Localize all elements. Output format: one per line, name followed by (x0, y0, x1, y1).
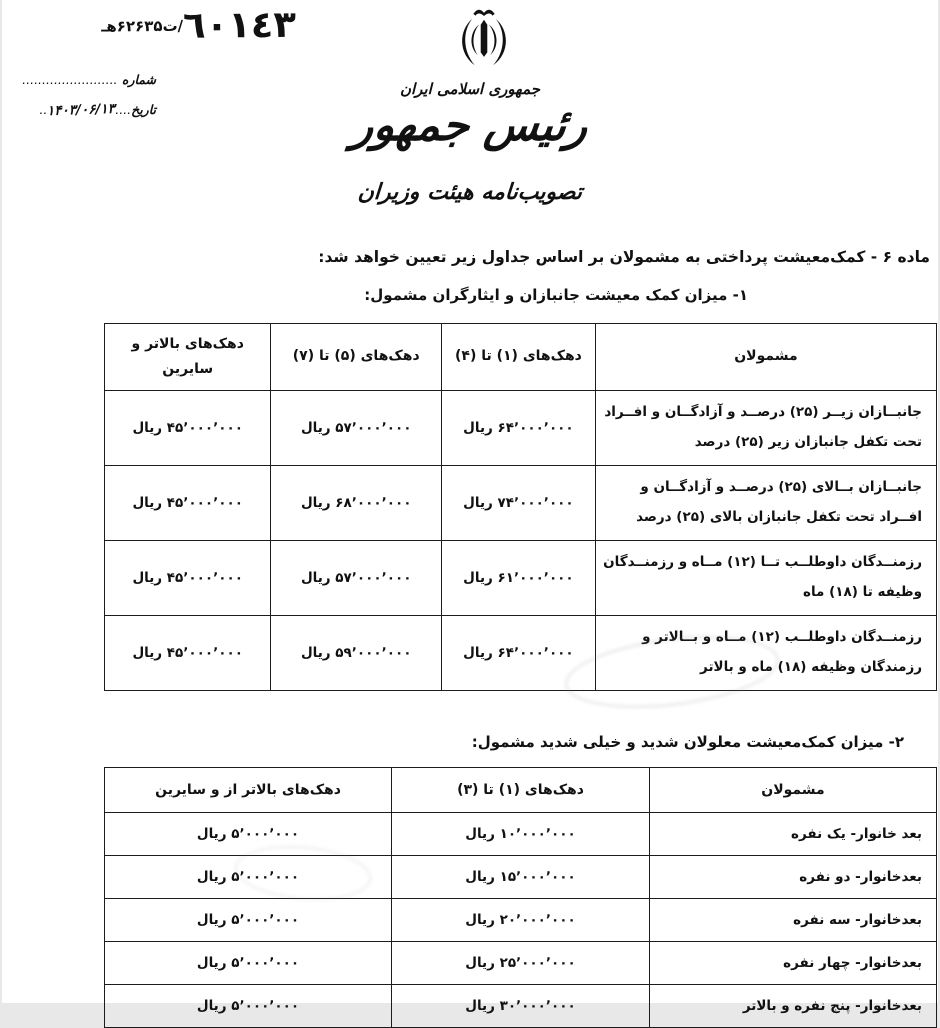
amount-cell: ۵٬۰۰۰٬۰۰۰ ریال (105, 856, 392, 899)
date-value: ۱۴۰۳/۰۶/۱۳ (47, 100, 116, 120)
table-row (105, 615, 937, 690)
amount-cell: ۳۰٬۰۰۰٬۰۰۰ ریال (392, 985, 650, 1028)
col-header-deciles-higher: دهک‌های بالاتر از و سایرین (105, 768, 392, 813)
table-row (105, 813, 937, 856)
amount-cell: ۵٬۰۰۰٬۰۰۰ ریال (105, 942, 392, 985)
number-field-label: شماره (121, 72, 156, 87)
col-header-group: مشمولان (595, 323, 936, 390)
amount-cell: ۵۹٬۰۰۰٬۰۰۰ ریال (271, 615, 442, 690)
amount-cell: ۴۵٬۰۰۰٬۰۰۰ ریال (105, 390, 271, 465)
table-row (105, 899, 937, 942)
table-row (105, 465, 937, 540)
table-row (105, 540, 937, 615)
table-row (105, 390, 937, 465)
amount-cell: ۴۵٬۰۰۰٬۰۰۰ ریال (105, 540, 271, 615)
group-cell: بعدخانوار- چهار نفره (649, 942, 936, 985)
amount-cell: ۴۵٬۰۰۰٬۰۰۰ ریال (105, 615, 271, 690)
table-row (105, 985, 937, 1028)
amount-cell: ۶۸٬۰۰۰٬۰۰۰ ریال (271, 465, 442, 540)
table-header-row (105, 768, 937, 813)
amount-cell: ۱۵٬۰۰۰٬۰۰۰ ریال (392, 856, 650, 899)
col-header-deciles-1-3: دهک‌های (۱) تا (۳) (392, 768, 650, 813)
amount-cell: ۶۴٬۰۰۰٬۰۰۰ ریال (441, 390, 595, 465)
article-6-label: ماده ۶ - (870, 248, 930, 266)
item-1-title: ۱- میزان کمک معیشت جانبازان و ایثارگران مشمول: (364, 286, 748, 305)
col-header-deciles-5-7: دهک‌های (۵) تا (۷) (271, 323, 442, 390)
article-6-text: کمک‌معیشت پرداختی به مشمولان بر اساس جداول زیر تعیین خواهد شد: (318, 248, 866, 266)
reference-number-suffix: /ت۶۲۶۳۵هـ (101, 16, 184, 36)
amount-cell: ۵٬۰۰۰٬۰۰۰ ریال (105, 985, 392, 1028)
amount-cell: ۵۷٬۰۰۰٬۰۰۰ ریال (271, 390, 442, 465)
col-header-deciles-1-4: دهک‌های (۱) تا (۴) (441, 323, 595, 390)
item-2-title: ۲- میزان کمک‌معیشت معلولان شدید و خیلی شدید مشمول: (471, 732, 904, 751)
letterhead-doc-type: تصویب‌نامه هیئت وزیران (356, 180, 584, 205)
group-cell: رزمنــدگان داوطلــب (۱۲) مــاه و بــالاتر و رزمندگان وظیفه (۱۸) ماه و بالاتر (595, 615, 936, 690)
amount-cell: ۲۰٬۰۰۰٬۰۰۰ ریال (392, 899, 650, 942)
col-header-group: مشمولان (649, 768, 936, 813)
amount-cell: ۶۴٬۰۰۰٬۰۰۰ ریال (441, 615, 595, 690)
amount-cell: ۱۰٬۰۰۰٬۰۰۰ ریال (392, 813, 650, 856)
group-cell: رزمنــدگان داوطلــب تــا (۱۲) مــاه و رزمنــدگان وظیفه تا (۱۸) ماه (595, 540, 936, 615)
disabled-assistance-table (104, 767, 937, 1028)
group-cell: بعدخانوار- دو نفره (649, 856, 936, 899)
amount-cell: ۵٬۰۰۰٬۰۰۰ ریال (105, 813, 392, 856)
group-cell: بعدخانوار- پنج نفره و بالاتر (649, 985, 936, 1028)
veterans-assistance-table (104, 323, 937, 691)
group-cell: جانبــازان بــالای (۲۵) درصــد و آزادگــان و افــراد تحت تکفل جانبازان بالای (۲۵) درصد (595, 465, 936, 540)
article-6-paragraph (2, 244, 930, 270)
group-cell: بعدخانوار- سه نفره (649, 899, 936, 942)
letterhead-office: رئیس جمهور (349, 100, 591, 151)
letterhead-country: جمهوری اسلامی ایران (399, 80, 541, 98)
col-header-deciles-higher: دهک‌های بالاتر و سایرین (105, 323, 271, 390)
date-dots-before: .... (115, 102, 132, 117)
amount-cell: ۶۱٬۰۰۰٬۰۰۰ ریال (441, 540, 595, 615)
table-row (105, 856, 937, 899)
amount-cell: ۲۵٬۰۰۰٬۰۰۰ ریال (392, 942, 650, 985)
amount-cell: ۴۵٬۰۰۰٬۰۰۰ ریال (105, 465, 271, 540)
amount-cell: ۷۴٬۰۰۰٬۰۰۰ ریال (441, 465, 595, 540)
date-field-label: تاریخ (131, 102, 156, 117)
iran-emblem-icon (453, 6, 515, 76)
decree-document-page (2, 0, 938, 1015)
number-field-dotted-line: ........................ (22, 72, 118, 87)
reference-number-main: ٦٠١٤٣ (182, 2, 297, 47)
table-header-row (105, 323, 937, 390)
table-row (105, 942, 937, 985)
document-body (2, 238, 938, 1028)
date-dots-after: .. (39, 102, 48, 117)
amount-cell: ۵۷٬۰۰۰٬۰۰۰ ریال (271, 540, 442, 615)
group-cell: جانبــازان زیــر (۲۵) درصــد و آزادگــان و افــراد تحت تکفل جانبازان زیر (۲۵) درصد (595, 390, 936, 465)
group-cell: بعد خانوار- یک نفره (649, 813, 936, 856)
amount-cell: ۵٬۰۰۰٬۰۰۰ ریال (105, 899, 392, 942)
reference-number (24, 3, 296, 48)
